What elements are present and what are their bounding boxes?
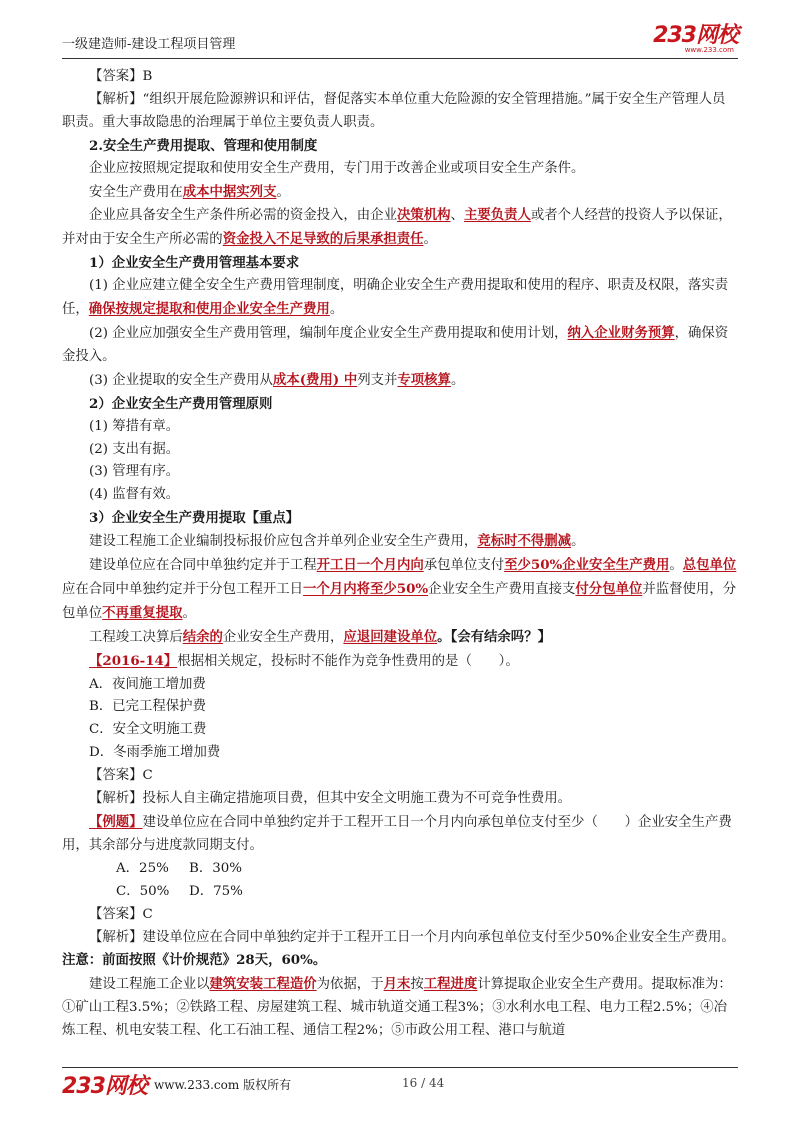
section-heading-2: 2.安全生产费用提取、管理和使用制度 [89,137,318,154]
example-question: 【例题】建设单位应在合同中单独约定并于工程开工日一个月内向承包单位支付至少（ ）企业安全生产费用，其余部分与进度款同期支付。 [62,814,732,853]
answer-3: 【答案】C [89,906,153,922]
analysis-1: 【解析】“组织开展危险源辨识和评估，督促落实本单位重大危险源的安全管理措施。”属于安全生产管理人员职责。重大事故隐患的治理属于单位主要负责人职责。 [62,91,726,130]
analysis-3: 【解析】建设单位应在合同中单独约定并于工程开工日一个月内向承包单位支付至少50%企业安全生产费用。注意：前面按照《计价规范》28天，60%。 [62,929,735,969]
paragraph: 建设单位应在合同中单独约定并于工程开工日一个月内向承包单位支付至少50%企业安全生产费用。总包单位应在合同中单独约定并于分包工程开工日一个月内将至少50%企业安全生产费用直接支付分包单位并监督使用，分包单位不再重复提取。 [62,557,737,621]
paragraph: 企业应按照规定提取和使用安全生产费用，专门用于改善企业或项目安全生产条件。 [89,160,585,176]
subheading-2: 2）企业安全生产费用管理原则 [89,395,273,412]
options-row-1: A．25% B．30% [116,860,242,876]
paragraph: 企业应具备安全生产条件所必需的资金投入，由企业决策机构、主要负责人或者个人经营的投资人予以保证，并对由于安全生产所必需的资金投入不足导致的后果承担责任。 [62,207,732,248]
principle-item: (4) 监督有效。 [89,487,180,503]
requirement-1: (1) 企业应建立健全安全生产费用管理制度，明确企业安全生产费用提取和使用的程序、职责及权限，落实责任，确保按规定提取和使用企业安全生产费用。 [62,278,729,318]
document-body [62,66,738,1043]
paragraph: 建设工程施工企业编制投标报价应包含并单列企业安全生产费用，竞标时不得删减。 [89,533,585,550]
paragraph: 安全生产费用在成本中据实列支。 [89,183,290,200]
option-b: B．已完工程保护费 [89,699,206,715]
option-a: A．夜间施工增加费 [89,676,206,692]
header-logo: 233网校 [653,23,738,48]
footer-logo: 233网校 [62,1074,147,1099]
subheading-1: 1）企业安全生产费用管理基本要求 [89,255,300,272]
options-row-2: C．50% D．75% [116,883,243,899]
option-c: C．安全文明施工费 [89,722,207,738]
principle-item: (3) 管理有序。 [89,464,180,480]
paragraph: 工程竣工决算后结余的企业安全生产费用，应退回建设单位。【会有结余吗？】 [89,628,551,645]
principle-item: (1) 筹措有章。 [89,418,180,434]
header-logo-url: www.233.com [684,46,734,54]
paragraph: 建设工程施工企业以建筑安装工程造价为依据，于月末按工程进度计算提取企业安全生产费用。提取标准为：①矿山工程3.5%；②铁路工程、房屋建筑工程、城市轨道交通工程3%；③水利水电工程、电力工程2.5%；④冶炼工程、机电安装工程、化工石油工程、通信工程2%；⑤市政公用工程、港口与航道 [62,976,732,1039]
principle-item: (2) 支出有据。 [89,441,180,457]
answer-1: 【答案】B [89,69,153,84]
analysis-2: 【解析】投标人自主确定措施项目费，但其中安全文明施工费为不可竞争性费用。 [89,791,572,807]
requirement-3: (3) 企业提取的安全生产费用从成本(费用) 中列支并专项核算。 [89,371,465,388]
footer-copyright: www.233.com 版权所有 [154,1078,292,1092]
header-title: 一级建造师-建设工程项目管理 [62,37,236,52]
question-2016-14: 【2016-14】根据相关规定，投标时不能作为竞争性费用的是（ ）。 [89,652,519,669]
option-d: D．冬雨季施工增加费 [89,745,221,761]
page-footer [62,1067,738,1102]
requirement-2: (2) 企业应加强安全生产费用管理，编制年度企业安全生产费用提取和使用计划，纳入企业财务预算，确保资金投入。 [62,324,729,364]
page-number: 16 / 44 [402,1076,445,1090]
answer-2: 【答案】C [89,768,153,784]
page-header [62,18,738,59]
subheading-3: 3）企业安全生产费用提取【重点】 [89,510,300,527]
